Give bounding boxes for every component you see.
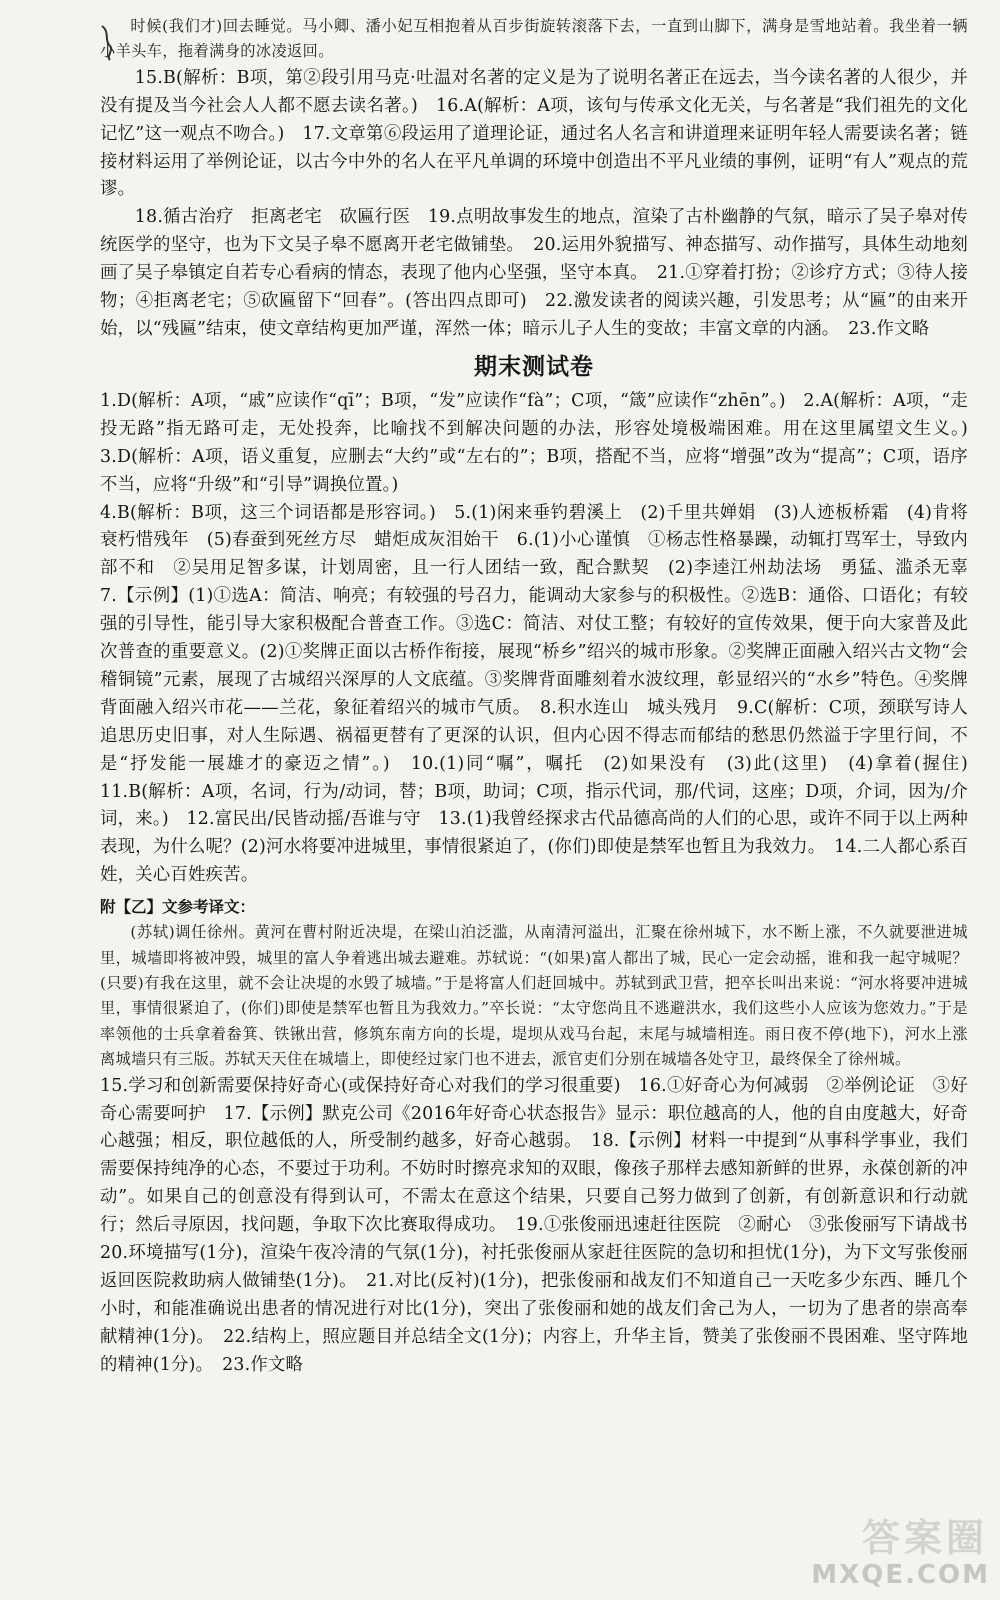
- final-answer-para-3: 15.学习和创新需要保持好奇心(或保持好奇心对我们的学习很重要) 16.①好奇心为何减弱 ②举例论证 ③好奇心需要呵护 17.【示例】默克公司《2016年好奇心状态报告》显示：职位越高的人，他的自由度越大，好奇心越强；相反，职位越低的人，所受制约越多，好奇心越弱。 18.【示例】材料一中提到“从事科学事业，我们需要保持纯净的心态，不要过于功利。不妨时时擦亮求知的双眼，像孩子那样去感知新鲜的世界，永葆创新的冲动”。如果自己的创意没有得到认可，不需太在意这个结果，只要自己努力做到了创新，有创新意识和行动就行；然后寻原因，找问题，争取下次比赛取得成功。 19.①张俊丽迅速赶往医院 ②耐心 ③张俊丽写下请战书 20.环境描写(1分)，渲染午夜冷清的气氛(1分)，衬托张俊丽从家赶往医院的急切和担忧(1分)，为下文写张俊丽返回医院救助病人做铺垫(1分)。 21.对比(反衬)(1分)，把张俊丽和战友们不知道自己一天吃多少东西、睡几个小时，和能准确说出患者的情况进行对比(1分)，突出了张俊丽和她的战友们舍己为人，一切为了患者的崇高奉献精神(1分)。 22.结构上，照应题目并总结全文(1分)；内容上，升华主旨，赞美了张俊丽不畏困难、坚守阵地的精神(1分)。 23.作文略: [100, 1075, 986, 1375]
- watermark-url: MXQE.COM: [811, 1560, 990, 1590]
- appendix-translation: (苏轼)调任徐州。黄河在曹村附近决堤，在梁山泊泛滥，从南清河溢出，汇聚在徐州城下，水不断上涨，不久就要泄进城里，城墙即将被冲毁，城里的富人争着逃出城去避难。苏轼说：“(如果)富人都出了城，民心一定会动摇，谁和我一起守城呢？(只要)有我在这里，就不会让决堤的水毁了城墙。”于是将富人们赶回城中。苏轼到武卫营，把卒长叫出来说：“河水将要冲进城里，事情很紧迫了，(你们)即使是禁军也暂且为我效力。”卒长说：“太守您尚且不逃避洪水，我们这些小人应该为您效力。”于是率领他的士兵拿着畚箕、铁锹出营，修筑东南方向的长堤，堤坝从戏马台起，末尾与城墙相连。雨日夜不停(地下)，河水上涨离城墙只有三版。苏轼天天住在城墙上，即使经过家门也不进去，派官吏们分别在城墙各处守卫，最终保全了徐州城。: [100, 923, 969, 1069]
- prev-translation-continuation: 时候(我们才)回去睡觉。马小卿、潘小妃互相抱着从百步街旋转滚落下去，一直到山脚下，满身是雪地站着。我坐着一辆小羊头车，拖着满身的冰凌返回。: [100, 17, 968, 61]
- final-answer-para-2: 4.B(解析：B项，这三个词语都是形容词。) 5.(1)闲来垂钓碧溪上 (2)千里共婵娟 (3)人迹板桥霜 (4)肯将衰朽惜残年 (5)春蚕到死丝方尽 蜡炬成灰泪始干 6.(1)小心谨慎 ①杨志性格暴躁，动辄打骂军士，导致内部不和 ②吴用足智多谋，计划周密，且一行人团结一致，配合默契 (2)李逵江州劫法场 勇猛、滥杀无辜 7.【示例】(1)①选A：简洁、响亮；有较强的号召力，能调动大家参与的积极性。②选B：通俗、口语化；有较强的引导性，能引导大家积极配合普查工作。③选C：简洁、对仗工整；有较好的宣传效果，便于向大家普及此次普查的重要意义。(2)①奖牌正面以古桥作衔接，展现“桥乡”绍兴的城市形象。②奖牌正面融入绍兴古文物“会稽铜镜”元素，展现了古城绍兴深厚的人文底蕴。③奖牌背面雕刻着水波纹理，彰显绍兴的“水乡”特色。④奖牌背面融入绍兴市花——兰花，象征着绍兴的城市气质。 8.积水连山 城头残月 9.C(解析：C项，颈联写诗人追思历史旧事，对人生际遇、祸福更替有了更深的认识，但内心因不得志而郁结的愁思仍然溢于字里行间，不是“抒发能一展雄才的豪迈之情”。) 10.(1)同“嘱”，嘱托 (2)如果没有 (3)此(这里) (4)拿着(握住) 11.B(解析：A项，名词，行为/动词，替；B项，助词；C项，指示代词，那/代词，这座；D项，介词，因为/介词，来。) 12.富民出/民皆动摇/吾谁与守 13.(1)我曾经探求古代品德高尚的人们的心思，或许不同于以上两种表现，为什么呢？(2)河水将要冲进城里，事情很紧迫了，(你们)即使是禁军也暂且为我效力。 14.二人都心系百姓，关心百姓疾苦。: [100, 502, 986, 886]
- answer-page: [100, 14, 986, 1380]
- final-answer-para-1: 1.D(解析：A项，“戚”应读作“qī”；B项，“发”应读作“fà”；C项，“箴”应读作“zhēn”。) 2.A(解析：A项，“走投无路”指无路可走，无处投奔，比喻找不到解决问题的办法，形容处境极端困难。用在这里属望文生义。) 3.D(解析：A项，语义重复，应删去“大约”或“左右的”；B项，搭配不当，应将“增强”改为“提高”；C项，语序不当，应将“升级”和“引导”调换位置。): [100, 390, 986, 495]
- prev-answer-para-2: 18.循古治疗 拒离老宅 砍匾行医 19.点明故事发生的地点，渲染了古朴幽静的气氛，暗示了吴子皋对传统医学的坚守，也为下文吴子皋不愿离开老宅做铺垫。 20.运用外貌描写、神态描写、动作描写，具体生动地刻画了吴子皋镇定自若专心看病的情态，表现了他内心坚强，坚守本真。 21.①穿着打扮；②诊疗方式；③待人接物；④拒离老宅；⑤砍匾留下“回春”。(答出四点即可) 22.激发读者的阅读兴趣，引发思考；从“匾”的由来开始，以“残匾”结束，使文章结构更加严谨，浑然一体；暗示儿子人生的变故；丰富文章的内涵。 23.作文略: [100, 207, 968, 339]
- prev-answer-para-1: 15.B(解析：B项，第②段引用马克·吐温对名著的定义是为了说明名著正在远去，当今读名著的人很少，并没有提及当今社会人人都不愿去读名著。) 16.A(解析：A项，该句与传承文化无关，与名著是“我们祖先的文化记忆”这一观点不吻合。) 17.文章第⑥段运用了道理论证，通过名人名言和讲道理来证明年轻人需要读名著；链接材料运用了举例论证，以古今中外的名人在平凡单调的环境中创造出不平凡业绩的事例，证明“有人”观点的荒谬。: [100, 67, 968, 200]
- appendix-heading: 附【乙】文参考译文：: [100, 898, 256, 917]
- section-title: 期末测试卷: [474, 353, 594, 380]
- watermark-logo: 答案圈: [861, 1516, 988, 1560]
